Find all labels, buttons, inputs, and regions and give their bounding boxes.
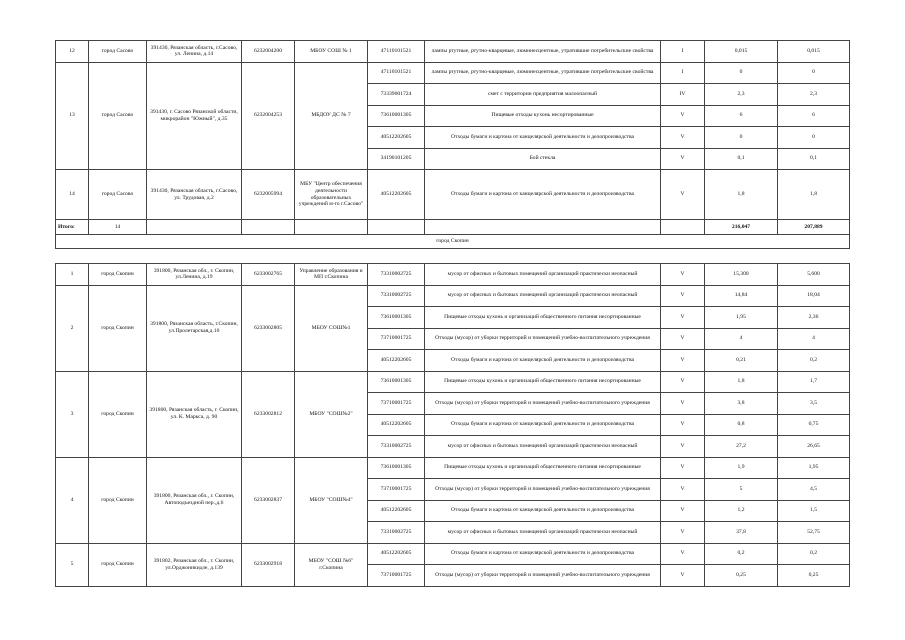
value-cell: 27,2 [705, 436, 778, 458]
table-row [56, 543, 850, 565]
waste-description-cell: Отходы (мусор) от уборки территорий и помещений учебно-воспитательного учреждения [425, 393, 661, 415]
hazard-class-cell: I [661, 41, 705, 63]
total-value: 207,889 [778, 220, 850, 235]
total-row [56, 220, 850, 235]
waste-code-cell: 73610001305 [368, 307, 425, 329]
organization-cell: МБОУ "СОШ №6" г.Скопина [295, 543, 368, 586]
value-cell: 5 [705, 479, 778, 501]
waste-code-cell: 47110101521 [368, 62, 425, 84]
hazard-class-cell: V [661, 371, 705, 393]
value-cell: 1,9 [705, 457, 778, 479]
row-number: 13 [56, 62, 89, 170]
total-value: 216,047 [705, 220, 778, 235]
waste-description-cell: Отходы бумаги и картона от канцелярской деятельности и делопроизводства [425, 170, 661, 220]
city-cell: город Сасово [89, 62, 147, 170]
section-title: город Скопин [56, 235, 850, 249]
value-cell: 0,21 [705, 350, 778, 372]
inn-cell: 6233002837 [242, 457, 295, 543]
waste-code-cell: 73710001725 [368, 565, 425, 587]
value-cell: 1,8 [778, 170, 850, 220]
waste-description-cell: мусор от офисных и бытовых помещений организаций практически неопасный [425, 436, 661, 458]
value-cell: 1,2 [705, 500, 778, 522]
value-cell: 0,2 [705, 543, 778, 565]
value-cell: 1,95 [705, 307, 778, 329]
address-cell: 391800, Рязанская обл., г. Скопин, ул.Ленина, д.19 [147, 264, 242, 286]
value-cell: 1,7 [778, 371, 850, 393]
organization-cell: МБОУ СОШ№1 [295, 285, 368, 371]
inn-cell: 6233002765 [242, 264, 295, 286]
inn-cell: 6232005994 [242, 170, 295, 220]
value-cell: 1,5 [778, 500, 850, 522]
table-row [56, 62, 850, 84]
waste-code-cell: 73710001725 [368, 479, 425, 501]
row-number: 5 [56, 543, 89, 586]
waste-code-cell: 73310002725 [368, 264, 425, 286]
value-cell: 3,8 [705, 393, 778, 415]
value-cell: 0,1 [705, 148, 778, 170]
waste-code-cell: 73610001305 [368, 457, 425, 479]
empty-cell [295, 220, 368, 235]
waste-code-cell: 73710001725 [368, 328, 425, 350]
waste-code-cell: 40512202605 [368, 543, 425, 565]
value-cell: 0 [705, 127, 778, 149]
address-cell: 391430, Рязанская область, г.Сасово, ул. Ленина, д.14 [147, 41, 242, 63]
value-cell: 1,95 [778, 457, 850, 479]
value-cell: 4 [705, 328, 778, 350]
city-cell: город Скопин [89, 543, 147, 586]
waste-code-cell: 73310002725 [368, 285, 425, 307]
hazard-class-cell: V [661, 479, 705, 501]
empty-cell [368, 220, 425, 235]
waste-register-table [55, 40, 850, 587]
empty-cell [242, 220, 295, 235]
empty-cell [147, 220, 242, 235]
empty-cell [661, 220, 705, 235]
value-cell: 3,5 [778, 393, 850, 415]
hazard-class-cell: V [661, 170, 705, 220]
value-cell: 2,3 [705, 84, 778, 106]
hazard-class-cell: V [661, 127, 705, 149]
waste-code-cell: 40512202605 [368, 350, 425, 372]
value-cell: 0,8 [705, 414, 778, 436]
hazard-class-cell: V [661, 393, 705, 415]
waste-code-cell: 73310002725 [368, 436, 425, 458]
address-cell: 391800, Рязанская область, г.Скопин, ул.Пролетарская,д.10 [147, 285, 242, 371]
organization-cell: МБОУ "СОШ№2" [295, 371, 368, 457]
hazard-class-cell: V [661, 414, 705, 436]
organization-cell: МБДОУ ДС № 7 [295, 62, 368, 170]
waste-code-cell: 47110101521 [368, 41, 425, 63]
value-cell: 6 [705, 105, 778, 127]
hazard-class-cell: V [661, 264, 705, 286]
waste-description-cell: лампы ртутные, ртутно-кварцевые, люминесцентные, утратившие потребительские свойства [425, 62, 661, 84]
waste-code-cell: 73610001305 [368, 371, 425, 393]
hazard-class-cell: V [661, 565, 705, 587]
value-cell: 0,015 [705, 41, 778, 63]
value-cell: 1,8 [705, 170, 778, 220]
waste-description-cell: Пищевые отходы кухонь и организаций общественного питания несортированные [425, 307, 661, 329]
table-row [56, 41, 850, 63]
value-cell: 5,600 [778, 264, 850, 286]
total-label: Итого: [56, 220, 89, 235]
row-number: 12 [56, 41, 89, 63]
city-cell: город Скопин [89, 371, 147, 457]
address-cell: 391430, г. Сасово Рязанской области, микрорайон "Южный", д.35 [147, 62, 242, 170]
waste-code-cell: 73310002725 [368, 522, 425, 544]
waste-description-cell: Отходы (мусор) от уборки территорий и помещений учебно-воспитательного учреждения [425, 565, 661, 587]
empty-cell [425, 220, 661, 235]
waste-description-cell: Отходы бумаги и картона от канцелярской деятельности и делопроизводства [425, 500, 661, 522]
waste-description-cell: лампы ртутные, ртутно-кварцевые, люминесцентные, утратившие потребительские свойства [425, 41, 661, 63]
hazard-class-cell: V [661, 350, 705, 372]
row-number: 2 [56, 285, 89, 371]
address-cell: 391800, Рязанская обл., г. Скопин, Автоподъездной пер.,д.6 [147, 457, 242, 543]
table-body [56, 41, 850, 587]
value-cell: 37,8 [705, 522, 778, 544]
value-cell: 2,36 [778, 307, 850, 329]
waste-description-cell: Отходы бумаги и картона от канцелярской деятельности и делопроизводства [425, 543, 661, 565]
value-cell: 6 [778, 105, 850, 127]
value-cell: 0 [705, 62, 778, 84]
value-cell: 18,04 [778, 285, 850, 307]
waste-code-cell: 40512202605 [368, 127, 425, 149]
hazard-class-cell: V [661, 500, 705, 522]
waste-code-cell: 40512202605 [368, 500, 425, 522]
table-row [56, 285, 850, 307]
address-cell: 391430, Рязанская область, г.Сасово, ул. Трудовая, д.2 [147, 170, 242, 220]
row-number: 4 [56, 457, 89, 543]
value-cell: 52,75 [778, 522, 850, 544]
inn-cell: 6233002812 [242, 371, 295, 457]
waste-code-cell: 73610001305 [368, 105, 425, 127]
address-cell: 391800, Рязанская область, г. Скопин, ул. К. Маркса, д. 90 [147, 371, 242, 457]
waste-description-cell: Отходы бумаги и картона от канцелярской деятельности и делопроизводства [425, 414, 661, 436]
hazard-class-cell: V [661, 307, 705, 329]
value-cell: 0,1 [778, 148, 850, 170]
waste-description-cell: смет с территории предприятия малоопасный [425, 84, 661, 106]
hazard-class-cell: V [661, 522, 705, 544]
value-cell: 0,25 [705, 565, 778, 587]
value-cell: 14,84 [705, 285, 778, 307]
waste-description-cell: Отходы бумаги и картона от канцелярской деятельности и делопроизводства [425, 350, 661, 372]
value-cell: 2,3 [778, 84, 850, 106]
value-cell: 0,2 [778, 543, 850, 565]
value-cell: 0,75 [778, 414, 850, 436]
spacer-cell [56, 249, 850, 264]
row-number: 3 [56, 371, 89, 457]
inn-cell: 6233002805 [242, 285, 295, 371]
value-cell: 0 [778, 62, 850, 84]
section-header-row [56, 235, 850, 249]
value-cell: 4,5 [778, 479, 850, 501]
waste-description-cell: Отходы бумаги и картона от канцелярской деятельности и делопроизводства [425, 127, 661, 149]
waste-description-cell: Бой стекла [425, 148, 661, 170]
hazard-class-cell: V [661, 328, 705, 350]
value-cell: 4 [778, 328, 850, 350]
organization-cell: МБОУ СОШ № 1 [295, 41, 368, 63]
city-cell: город Сасово [89, 41, 147, 63]
address-cell: 391802, Рязанская обл., г. Скопин, ул.Орджоникидзе, д.139 [147, 543, 242, 586]
hazard-class-cell: V [661, 105, 705, 127]
hazard-class-cell: V [661, 543, 705, 565]
hazard-class-cell: V [661, 436, 705, 458]
hazard-class-cell: IV [661, 84, 705, 106]
inn-cell: 6233002918 [242, 543, 295, 586]
value-cell: 0,2 [778, 350, 850, 372]
value-cell: 1,8 [705, 371, 778, 393]
spacer-row [56, 249, 850, 264]
hazard-class-cell: I [661, 62, 705, 84]
inn-cell: 6232004253 [242, 62, 295, 170]
row-number: 14 [56, 170, 89, 220]
total-count: 14 [89, 220, 147, 235]
city-cell: город Скопин [89, 285, 147, 371]
value-cell: 0,25 [778, 565, 850, 587]
organization-cell: МБУ "Центр обеспечения деятельности образовательных учреждений м-го г.Сасово" [295, 170, 368, 220]
row-number: 1 [56, 264, 89, 286]
waste-description-cell: Пищевые отходы кухонь несортированные [425, 105, 661, 127]
table-row [56, 170, 850, 220]
waste-description-cell: мусор от офисных и бытовых помещений организаций практически неопасный [425, 285, 661, 307]
hazard-class-cell: V [661, 148, 705, 170]
value-cell: 26,65 [778, 436, 850, 458]
waste-code-cell: 73710001725 [368, 393, 425, 415]
value-cell: 0 [778, 127, 850, 149]
waste-code-cell: 73339001724 [368, 84, 425, 106]
waste-description-cell: Пищевые отходы кухонь и организаций общественного питания несортированные [425, 457, 661, 479]
table-row [56, 371, 850, 393]
waste-code-cell: 34190101205 [368, 148, 425, 170]
table-row [56, 264, 850, 286]
value-cell: 15,300 [705, 264, 778, 286]
hazard-class-cell: V [661, 285, 705, 307]
city-cell: город Сасово [89, 170, 147, 220]
waste-description-cell: Пищевые отходы кухонь и организаций общественного питания несортированные [425, 371, 661, 393]
waste-description-cell: мусор от офисных и бытовых помещений организаций практически неопасный [425, 522, 661, 544]
city-cell: город Скопин [89, 457, 147, 543]
waste-code-cell: 40512202605 [368, 414, 425, 436]
waste-code-cell: 40512202605 [368, 170, 425, 220]
organization-cell: МБОУ "СОШ№4" [295, 457, 368, 543]
city-cell: город Скопин [89, 264, 147, 286]
hazard-class-cell: V [661, 457, 705, 479]
waste-description-cell: мусор от офисных и бытовых помещений организаций практически неопасный [425, 264, 661, 286]
organization-cell: Управление образования и МП г.Скопина [295, 264, 368, 286]
waste-description-cell: Отходы (мусор) от уборки территорий и помещений учебно-воспитательного учреждения [425, 479, 661, 501]
inn-cell: 6232004200 [242, 41, 295, 63]
waste-description-cell: Отходы (мусор) от уборки территорий и помещений учебно-воспитательного учреждения [425, 328, 661, 350]
table-row [56, 457, 850, 479]
value-cell: 0,015 [778, 41, 850, 63]
